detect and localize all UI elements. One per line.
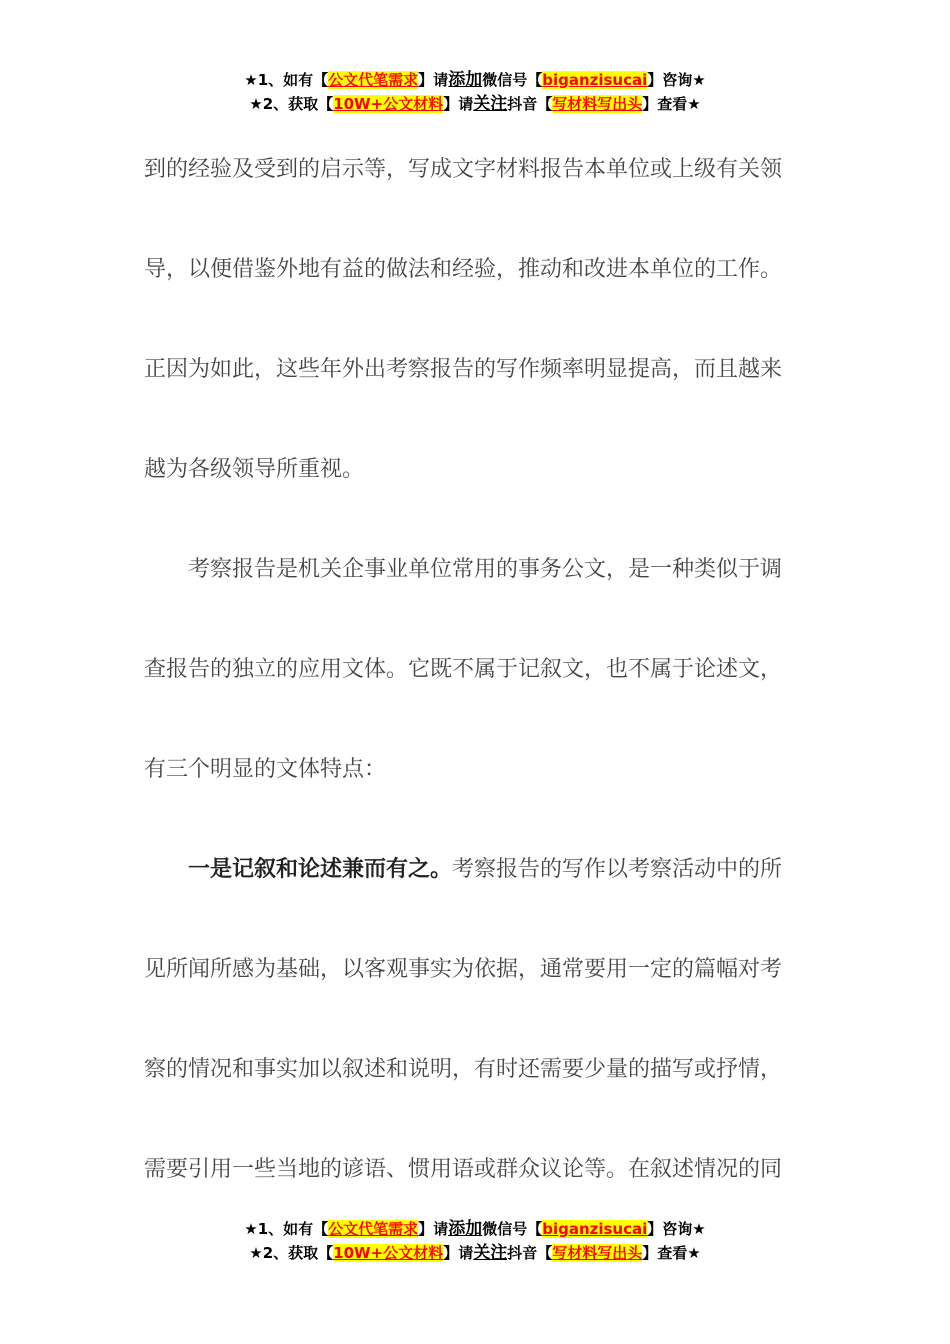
highlight-materials: 10W+公文材料 bbox=[333, 1244, 444, 1262]
banner-line-1: ★1、如有【公文代笔需求】请添加微信号【biganzisucai】咨询★ bbox=[244, 70, 706, 90]
banner-line-1: ★1、如有【公文代笔需求】请添加微信号【biganzisucai】咨询★ bbox=[244, 1219, 706, 1239]
banner-line-2: ★2、获取【10W+公文材料】请关注抖音【写材料写出头】查看★ bbox=[249, 1243, 701, 1263]
point-1-heading: 一是记叙和论述兼而有之。 bbox=[188, 857, 453, 882]
highlight-service: 公文代笔需求 bbox=[328, 1220, 419, 1238]
highlight-douyin: 写材料写出头 bbox=[552, 95, 643, 113]
underlined-add: 添加 bbox=[448, 70, 483, 90]
body-line: 正因为如此，这些年外出考察报告的写作频率明显提高，而且越来 bbox=[144, 357, 783, 382]
body-line: 查报告的独立的应用文体。它既不属于记叙文，也不属于论述文， bbox=[144, 657, 783, 682]
underlined-add: 添加 bbox=[448, 1219, 483, 1239]
body-line: 察的情况和事实加以叙述和说明，有时还需要少量的描写或抒情， bbox=[144, 1057, 783, 1082]
body-line: 考察报告是机关企事业单位常用的事务公文，是一种类似于调 bbox=[188, 557, 783, 582]
body-line: 需要引用一些当地的谚语、惯用语或群众议论等。在叙述情况的同 bbox=[144, 1157, 783, 1182]
body-line: 导，以便借鉴外地有益的做法和经验，推动和改进本单位的工作。 bbox=[144, 257, 783, 282]
body-line-point-1: 一是记叙和论述兼而有之。考察报告的写作以考察活动中的所 bbox=[188, 857, 783, 882]
highlight-douyin: 写材料写出头 bbox=[552, 1244, 643, 1262]
highlight-materials: 10W+公文材料 bbox=[333, 95, 444, 113]
highlight-wechat-id: biganzisucai bbox=[542, 1220, 648, 1238]
highlight-wechat-id: biganzisucai bbox=[542, 71, 648, 89]
header-banner bbox=[0, 68, 950, 116]
body-line: 越为各级领导所重视。 bbox=[144, 457, 365, 482]
underlined-follow: 关注 bbox=[473, 94, 508, 114]
underlined-follow: 关注 bbox=[473, 1243, 508, 1263]
body-line: 有三个明显的文体特点： bbox=[144, 757, 387, 782]
footer-banner bbox=[0, 1217, 950, 1265]
body-line: 见所闻所感为基础，以客观事实为依据，通常要用一定的篇幅对考 bbox=[144, 957, 783, 982]
body-line: 到的经验及受到的启示等，写成文字材料报告本单位或上级有关领 bbox=[144, 157, 783, 182]
document-body bbox=[144, 120, 809, 1220]
highlight-service: 公文代笔需求 bbox=[328, 71, 419, 89]
banner-line-2: ★2、获取【10W+公文材料】请关注抖音【写材料写出头】查看★ bbox=[249, 94, 701, 114]
